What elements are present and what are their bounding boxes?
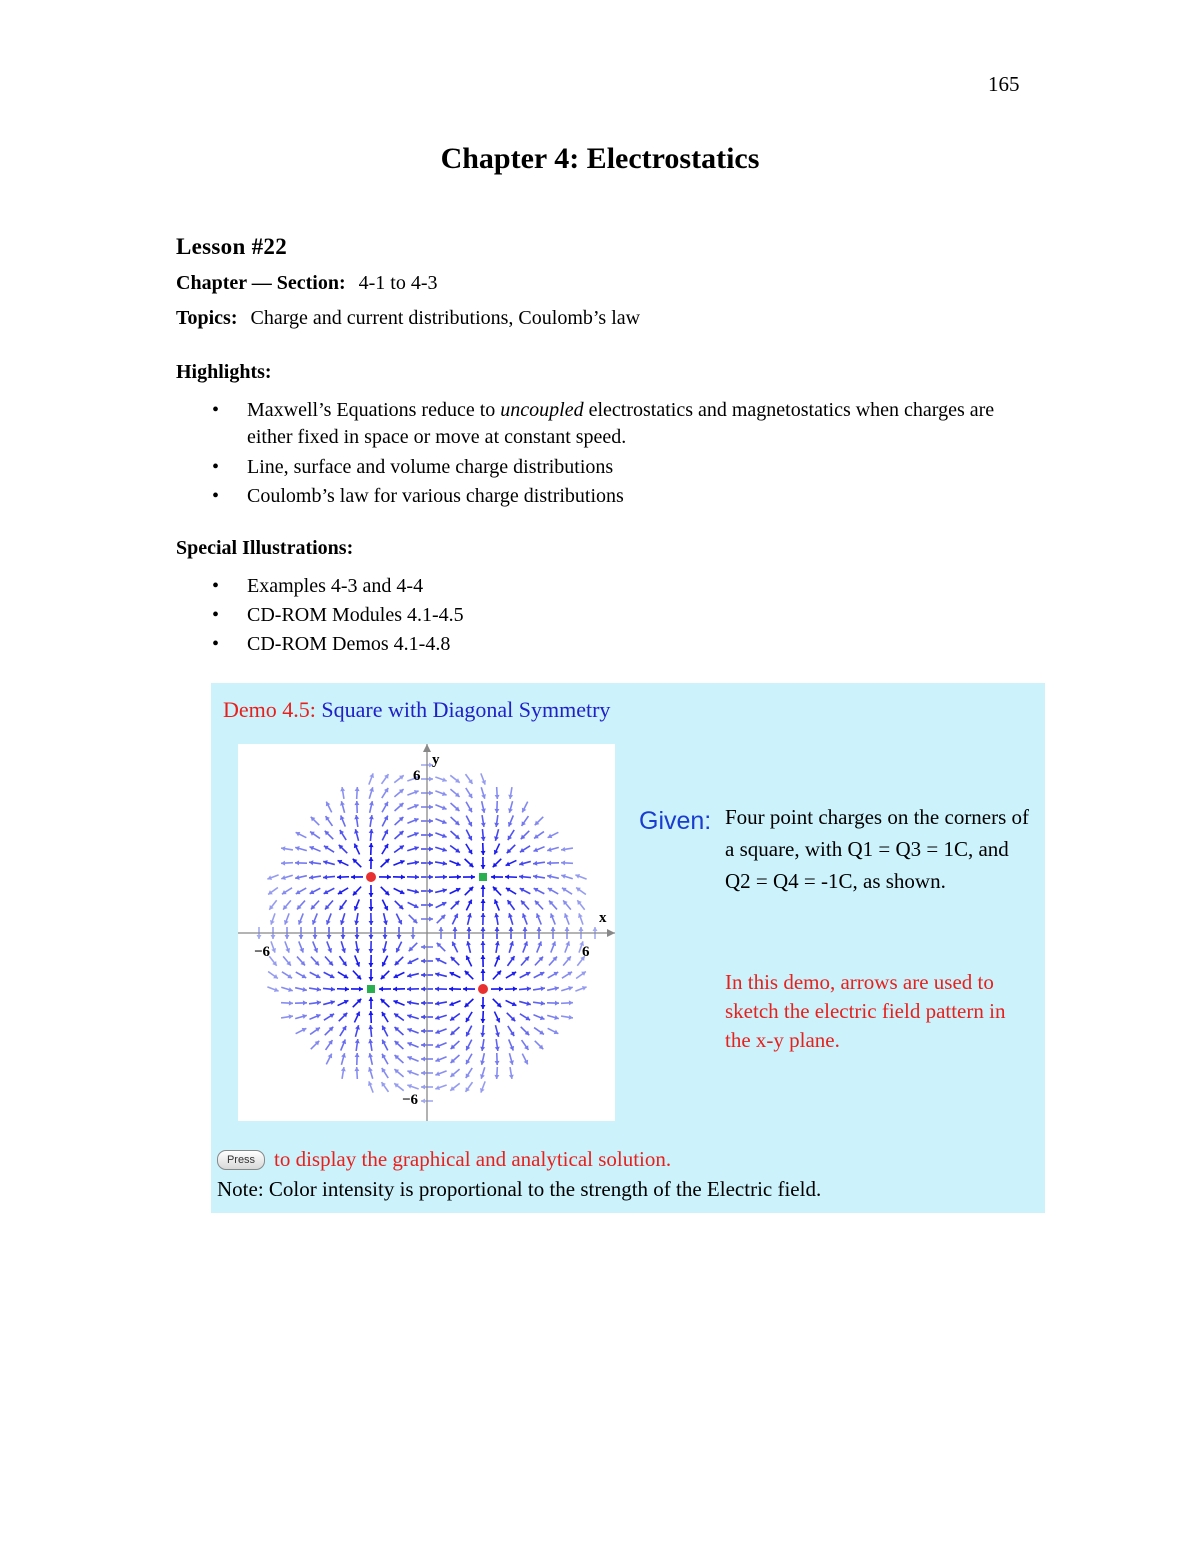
- demo-number: Demo 4.5:: [223, 697, 316, 722]
- field-arrowhead: [368, 963, 373, 967]
- field-arrowhead: [495, 1061, 500, 1065]
- field-arrowhead: [505, 874, 509, 879]
- field-arrowhead: [494, 1075, 499, 1079]
- field-arrowhead: [519, 861, 524, 866]
- page-number: 165: [988, 72, 1020, 96]
- field-arrowhead: [527, 986, 531, 991]
- field-arrowhead: [494, 836, 499, 841]
- press-row: [217, 1147, 671, 1172]
- field-arrowhead: [495, 927, 500, 931]
- field-arrowhead: [257, 935, 262, 939]
- field-arrowhead: [481, 885, 486, 889]
- demo-description: In this demo, arrows are used to sketch the electric field pattern in the x-y plane.: [725, 970, 1006, 1052]
- field-arrowhead: [330, 1000, 335, 1005]
- positive-charge: [478, 984, 488, 994]
- field-arrowhead: [463, 986, 467, 991]
- field-arrowhead: [397, 935, 402, 939]
- field-arrowhead: [429, 903, 433, 908]
- color-intensity-note: Note: Color intensity is proportional to the strength of the Electric field.: [217, 1177, 822, 1201]
- y-max-tick-label: 6: [413, 768, 421, 784]
- field-arrowhead: [401, 875, 405, 880]
- field-arrowhead: [369, 829, 374, 833]
- field-arrowhead: [421, 1015, 425, 1020]
- field-arrowhead: [481, 913, 486, 917]
- y-axis-label: y: [432, 752, 440, 768]
- field-arrowhead: [355, 1025, 360, 1030]
- field-arrowhead: [480, 969, 485, 973]
- field-arrowhead: [281, 861, 285, 866]
- field-arrowhead: [481, 837, 486, 841]
- field-arrowhead: [481, 927, 486, 931]
- field-arrowhead: [368, 949, 373, 953]
- field-arrowhead: [561, 860, 565, 865]
- y-axis-arrowhead: [423, 744, 431, 752]
- field-arrowhead: [593, 927, 598, 931]
- field-arrowhead: [341, 935, 346, 939]
- field-arrowhead: [457, 874, 461, 879]
- field-arrowhead: [421, 945, 425, 950]
- field-arrowhead: [411, 935, 416, 939]
- field-arrowhead: [480, 1005, 485, 1009]
- field-arrowhead: [491, 874, 495, 879]
- field-arrowhead: [421, 987, 425, 992]
- field-arrowhead: [435, 986, 439, 991]
- field-arrowhead: [513, 986, 517, 991]
- field-arrowhead: [379, 987, 383, 992]
- field-arrowhead: [271, 935, 276, 939]
- demo-title: [223, 697, 610, 723]
- field-arrowhead: [351, 875, 355, 880]
- field-arrowhead: [285, 935, 290, 939]
- field-arrowhead: [368, 1011, 373, 1015]
- field-arrowhead: [407, 987, 411, 992]
- field-arrowhead: [480, 1033, 485, 1037]
- field-arrowhead: [499, 986, 503, 991]
- special-illustrations-heading: Special Illustrations:: [176, 537, 354, 559]
- field-arrowhead: [421, 1043, 425, 1048]
- field-arrowhead: [421, 1029, 425, 1034]
- field-arrowhead: [337, 875, 341, 880]
- field-arrowhead: [569, 1000, 573, 1005]
- press-text: to display the graphical and analytical solution.: [274, 1147, 672, 1171]
- field-arrowhead: [429, 917, 433, 922]
- highlight-item: • Line, surface and volume charge distributions: [176, 453, 1027, 482]
- field-arrowhead: [443, 874, 447, 879]
- field-arrowhead: [355, 787, 360, 791]
- field-arrowhead: [354, 1067, 359, 1071]
- highlights-heading: Highlights:: [176, 361, 272, 383]
- field-arrowhead: [526, 1001, 531, 1006]
- field-arrowhead: [327, 935, 332, 939]
- demo-panel: [211, 683, 1045, 1213]
- field-arrowhead: [421, 973, 425, 978]
- topics-value: Charge and current distributions, Coulomb’s law: [250, 307, 641, 329]
- x-axis-arrowhead: [607, 929, 615, 937]
- field-arrowhead: [421, 1001, 425, 1006]
- field-arrowhead: [429, 889, 433, 894]
- field-arrowhead: [429, 861, 433, 866]
- field-arrowhead: [369, 857, 374, 861]
- field-arrowhead: [519, 874, 523, 879]
- field-arrowhead: [345, 987, 349, 992]
- field-arrowhead: [471, 874, 475, 879]
- field-arrowhead: [323, 875, 327, 880]
- field-arrowhead: [429, 833, 433, 838]
- field-arrowhead: [415, 875, 419, 880]
- field-arrowhead: [429, 847, 433, 852]
- field-arrowhead: [467, 927, 472, 931]
- field-arrowhead: [295, 860, 299, 865]
- chapter-section-line: [176, 272, 438, 295]
- highlight-item: [176, 397, 1027, 451]
- field-arrowhead: [393, 987, 397, 992]
- field-arrowhead: [368, 977, 373, 981]
- y-min-tick-label: −6: [402, 1092, 419, 1108]
- field-arrowhead: [429, 805, 433, 810]
- field-arrowhead: [480, 955, 485, 959]
- lesson-number: Lesson #22: [176, 234, 287, 259]
- field-arrowhead: [299, 935, 304, 939]
- field-arrowhead: [355, 1053, 360, 1057]
- field-arrowhead: [421, 1071, 425, 1076]
- negative-charge: [367, 985, 375, 993]
- field-arrowhead: [369, 893, 374, 897]
- field-arrowhead: [429, 777, 433, 782]
- field-arrowhead: [429, 875, 433, 880]
- field-arrowhead: [579, 927, 584, 931]
- field-arrowhead: [481, 899, 486, 903]
- field-arrowhead: [551, 927, 556, 931]
- field-arrowhead: [421, 1085, 425, 1090]
- highlight-item-text: Maxwell’s Equations reduce to: [247, 399, 501, 421]
- x-max-tick-label: 6: [582, 944, 590, 960]
- field-plot-svg: [238, 744, 615, 1121]
- demo-name: Square with Diagonal Symmetry: [321, 697, 611, 722]
- field-arrowhead: [387, 875, 391, 880]
- illustration-item: • CD-ROM Modules 4.1-4.5: [176, 601, 1027, 630]
- field-arrowhead: [449, 986, 453, 991]
- field-arrowhead: [481, 865, 486, 869]
- press-button[interactable]: Press: [217, 1150, 265, 1170]
- field-arrowhead: [421, 1099, 425, 1104]
- negative-charge: [479, 873, 487, 881]
- field-arrowhead: [555, 1001, 559, 1006]
- field-arrowhead: [421, 1057, 425, 1062]
- field-arrowhead: [429, 791, 433, 796]
- given-label: Given:: [639, 807, 712, 835]
- field-arrowhead: [494, 809, 499, 813]
- chapter-section-label: Chapter — Section:: [176, 272, 346, 294]
- field-arrowhead: [323, 860, 328, 865]
- field-arrowhead: [354, 829, 359, 834]
- field-arrowhead: [369, 843, 374, 847]
- x-axis-label: x: [599, 910, 607, 926]
- field-arrowhead: [421, 959, 425, 964]
- field-arrowhead: [303, 1000, 307, 1005]
- field-arrowhead: [429, 819, 433, 824]
- field-arrowhead: [565, 927, 570, 931]
- given-text: Four point charges on the corners of a square, with Q1 = Q3 = 1C, and Q2 = Q4 = -1C, as shown.: [725, 805, 1030, 893]
- field-arrowhead: [453, 927, 458, 931]
- field-arrowhead: [439, 927, 444, 931]
- illustration-item: • CD-ROM Demos 4.1-4.8: [176, 630, 1027, 659]
- chapter-section-value: 4-1 to 4-3: [358, 272, 438, 294]
- field-arrowhead: [331, 987, 335, 992]
- field-arrowhead: [369, 935, 374, 939]
- highlight-item: • Coulomb’s law for various charge distributions: [176, 482, 1027, 511]
- field-arrowhead: [369, 907, 374, 911]
- field-arrowhead: [354, 801, 359, 805]
- illustration-item: • Examples 4-3 and 4-4: [176, 572, 1027, 601]
- field-plot: [238, 744, 615, 1121]
- field-arrowhead: [495, 1032, 500, 1037]
- highlight-emphasis: uncoupled: [500, 399, 584, 421]
- chapter-title: Chapter 4: Electrostatics: [440, 142, 760, 175]
- field-arrowhead: [369, 921, 374, 925]
- field-arrowhead: [537, 927, 542, 931]
- positive-charge: [366, 872, 376, 882]
- field-arrowhead: [313, 935, 318, 939]
- special-illustrations-list: [176, 572, 1027, 659]
- field-arrowhead: [547, 861, 551, 866]
- field-arrowhead: [523, 927, 528, 931]
- x-min-tick-label: −6: [254, 944, 271, 960]
- highlight-item-text: electrostatics and magnetostatics when charges are either fixed in space or move at constant speed.: [247, 399, 995, 448]
- highlights-list: [176, 397, 1027, 511]
- field-arrowhead: [383, 935, 388, 939]
- field-arrowhead: [480, 941, 485, 945]
- topics-label: Topics:: [176, 307, 238, 329]
- field-arrowhead: [368, 997, 373, 1001]
- field-arrowhead: [359, 987, 363, 992]
- field-arrowhead: [289, 1001, 293, 1006]
- field-arrowhead: [481, 851, 486, 855]
- field-arrowhead: [355, 935, 360, 939]
- topics-line: [176, 307, 640, 330]
- field-arrowhead: [368, 1025, 373, 1029]
- field-arrowhead: [509, 927, 514, 931]
- field-arrowhead: [495, 795, 500, 799]
- field-arrowhead: [480, 1019, 485, 1023]
